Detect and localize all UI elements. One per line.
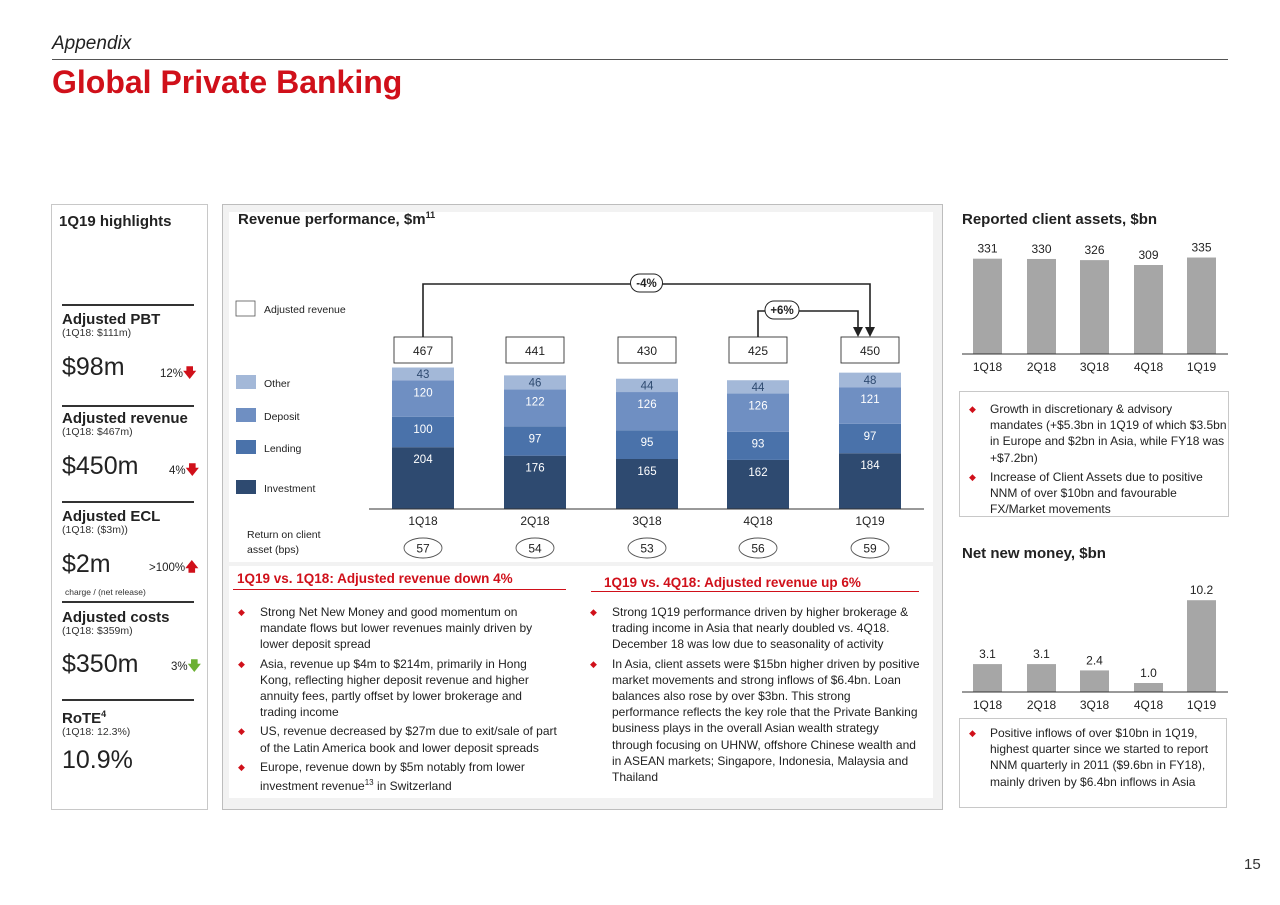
rote-value: 53 <box>640 541 654 556</box>
bar-value-label: 3.1 <box>979 647 996 662</box>
arrow-down-icon: 🡇 <box>187 658 201 673</box>
bar-value-label: 309 <box>1138 248 1159 263</box>
revenue-chart <box>229 212 933 562</box>
bar-value-label: 176 <box>525 462 545 475</box>
bullet-item: ◆ Asia, revenue up $4m to $214m, primarily in Hong Kong, reflecting higher deposit revenue and higher annuity fees, partly offset by lower brokerage and trading income <box>238 656 558 721</box>
x-tick-label: 1Q19 <box>1186 698 1217 712</box>
metric-value-ecl: $2m <box>62 550 111 578</box>
metric-divider <box>62 304 194 306</box>
metric-value-rote: 10.9% <box>62 746 133 774</box>
x-tick-label: 4Q18 <box>1133 360 1164 374</box>
bar-value-label: 126 <box>748 400 768 413</box>
legend-swatch-other <box>236 375 256 389</box>
client-assets-title: Reported client assets, $bn <box>962 211 1158 228</box>
bar-value-label: 46 <box>528 377 542 390</box>
arrow-down-icon: 🡇 <box>185 462 199 477</box>
x-tick-label: 3Q18 <box>632 514 662 528</box>
section-right-underline <box>591 591 919 592</box>
page-number: 15 <box>1244 856 1261 873</box>
metric-label-revenue: Adjusted revenue <box>62 410 188 427</box>
bar-value-label: 97 <box>863 430 877 443</box>
legend-label: Other <box>264 378 291 390</box>
legend-swatch-investment <box>236 480 256 494</box>
x-tick-label: 1Q18 <box>972 360 1003 374</box>
bar-value-label: 204 <box>413 454 433 467</box>
bar-value-label: 44 <box>751 381 765 394</box>
metric-value-costs: $350m <box>62 650 139 678</box>
bullets-right <box>590 604 920 788</box>
bullet-item: ◆ Positive inflows of over $10bn in 1Q19, highest quarter since we started to report NNM quarterly in 2011 ($9.6bn in FY18), mainly driven by $6.4bn inflows in Asia <box>960 725 1226 790</box>
metric-sub-pbt: (1Q18: $111m) <box>62 327 132 339</box>
bar-value-label: 44 <box>640 380 654 393</box>
x-tick-label: 3Q18 <box>1079 360 1110 374</box>
bar-value-label: 2.4 <box>1086 653 1103 668</box>
bar-value-label: 330 <box>1031 241 1052 256</box>
bar <box>1027 664 1056 692</box>
client-assets-commentary <box>959 391 1229 517</box>
legend-label: Adjusted revenue <box>264 304 346 316</box>
bar-value-label: 331 <box>977 241 998 256</box>
bullet-item: ◆ Increase of Client Assets due to positive NNM of over $10bn and favourable FX/Market movements <box>960 469 1228 518</box>
change-badge-label: -4% <box>636 278 657 290</box>
metric-divider <box>62 501 194 503</box>
x-tick-label: 1Q19 <box>1186 360 1217 374</box>
metric-divider <box>62 601 194 603</box>
section-label: Appendix <box>52 33 132 54</box>
bar-value-label: 335 <box>1191 240 1212 255</box>
bullets-left <box>238 604 558 797</box>
bar-value-label: 95 <box>640 437 654 450</box>
x-tick-label: 2Q18 <box>520 514 550 528</box>
legend-label: Investment <box>264 483 316 495</box>
legend-swatch-adjusted-revenue <box>236 301 255 316</box>
bar-value-label: 184 <box>860 460 880 473</box>
nnm-commentary <box>959 718 1227 808</box>
bar-value-label: 165 <box>637 466 657 479</box>
metric-change-ecl: >100%🡅 <box>149 559 199 574</box>
legend-label: Lending <box>264 443 302 455</box>
rote-label: Return on client <box>247 529 321 541</box>
metric-value-pbt: $98m <box>62 353 125 381</box>
bar-value-label: 48 <box>863 374 877 387</box>
metric-label-rote: RoTE$^4$ <box>62 709 107 727</box>
bar <box>1080 260 1109 354</box>
legend-swatch-deposit <box>236 408 256 422</box>
metric-label-ecl: Adjusted ECL <box>62 508 161 525</box>
rote-value: 56 <box>751 541 765 556</box>
rote-label: asset (bps) <box>247 544 299 556</box>
metric-label-pbt: Adjusted PBT <box>62 311 161 328</box>
total-label: 430 <box>636 344 658 358</box>
bar-value-label: 121 <box>860 394 880 407</box>
x-tick-label: 1Q19 <box>855 514 885 528</box>
bar-value-label: 43 <box>416 369 430 382</box>
bullet-item: ◆ Growth in discretionary & advisory mandates (+$5.3bn in 1Q19 of which $3.5bn in Europe and $2bn in Asia, while FY18 was +$7.2bn) <box>960 401 1228 466</box>
client-assets-chart <box>960 232 1230 382</box>
metric-change-costs: 3%🡇 <box>171 658 201 673</box>
bar-deposit <box>727 394 789 432</box>
bar-value-label: 97 <box>528 433 542 446</box>
bar <box>1187 600 1216 692</box>
highlights-title: 1Q19 highlights <box>59 213 172 230</box>
bar <box>973 664 1002 692</box>
metric-divider <box>62 405 194 407</box>
metric-note-ecl: charge / (net release) <box>65 587 146 597</box>
x-tick-label: 4Q18 <box>1133 698 1164 712</box>
x-tick-label: 1Q18 <box>972 698 1003 712</box>
metric-sub-ecl: (1Q18: ($3m)) <box>62 524 128 536</box>
bar-value-label: 326 <box>1084 243 1105 258</box>
total-label: 425 <box>747 344 769 358</box>
bar-value-label: 162 <box>748 466 768 479</box>
bar <box>973 259 1002 354</box>
change-badge-label: +6% <box>770 305 794 317</box>
bullet-item: ◆ US, revenue decreased by $27m due to exit/sale of part of the Latin America book and lower deposit spreads <box>238 723 558 755</box>
bullet-item: ◆ In Asia, client assets were $15bn higher driven by positive market movements and strong inflows of $6.4bn. Loan balances also rose by over $3bn. This strong performance reflects the key role that the Private Banking business plays in the overall Asian wealth strategy through focusing on UHNW, offshore Chinese wealth and in ASEAN markets; Singapore, Indonesia, Malaysia and Thailand <box>590 656 920 786</box>
page-title: Global Private Banking <box>52 64 403 100</box>
metric-sub-costs: (1Q18: $359m) <box>62 625 133 637</box>
total-label: 467 <box>412 344 434 358</box>
bar <box>1134 683 1163 692</box>
metric-sub-revenue: (1Q18: $467m) <box>62 426 133 438</box>
section-left-underline <box>233 589 566 590</box>
x-tick-label: 1Q18 <box>408 514 438 528</box>
nnm-chart <box>960 575 1230 715</box>
bar-deposit <box>616 392 678 430</box>
bar-value-label: 122 <box>525 396 545 409</box>
bullet-item: ◆ Strong 1Q19 performance driven by higher brokerage & trading income in Asia that nearly doubled vs. 4Q18. December 18 was low due to seasonality of activity <box>590 604 920 653</box>
revenue-title: Revenue performance, $\$m^{11}$ <box>238 210 436 228</box>
bar-value-label: 10.2 <box>1189 583 1214 598</box>
arrow-head-icon <box>853 327 863 337</box>
x-tick-label: 4Q18 <box>743 514 773 528</box>
bar-value-label: 1.0 <box>1140 666 1157 680</box>
nnm-title: Net new money, $bn <box>962 545 1106 562</box>
total-label: 450 <box>859 344 881 358</box>
bar <box>1027 259 1056 354</box>
metric-value-revenue: $450m <box>62 452 139 480</box>
arrow-head-icon <box>865 327 875 337</box>
bar-value-label: 93 <box>751 438 765 451</box>
header-divider <box>52 59 1228 60</box>
bar-value-label: 120 <box>413 387 433 400</box>
rote-value: 57 <box>416 541 430 556</box>
bar-value-label: 126 <box>637 399 657 412</box>
metric-change-revenue: 4%🡇 <box>169 462 199 477</box>
rote-value: 59 <box>863 541 877 556</box>
legend-label: Deposit <box>264 411 300 423</box>
bar <box>1080 670 1109 692</box>
metric-label-costs: Adjusted costs <box>62 609 170 626</box>
arrow-down-icon: 🡇 <box>183 365 197 380</box>
x-tick-label: 2Q18 <box>1026 360 1057 374</box>
total-label: 441 <box>524 344 546 358</box>
bar <box>1187 258 1216 354</box>
arrow-up-icon: 🡅 <box>185 559 199 574</box>
bar-value-label: 3.1 <box>1033 647 1050 662</box>
section-left-title: 1Q19 vs. 1Q18: Adjusted revenue down 4% <box>237 571 513 586</box>
bullet-item: ◆ Strong Net New Money and good momentum on mandate flows but lower revenues mainly driven by lower deposit spread <box>238 604 558 653</box>
rote-value: 54 <box>528 541 542 556</box>
legend-swatch-lending <box>236 440 256 454</box>
metric-divider <box>62 699 194 701</box>
metric-change-pbt: 12%🡇 <box>160 365 197 380</box>
bullet-item: ◆ Europe, revenue down by $5m notably from lower investment revenue$^{13}$ in Switzerland <box>238 759 558 794</box>
x-tick-label: 3Q18 <box>1079 698 1110 712</box>
bar <box>1134 265 1163 354</box>
bar-value-label: 100 <box>413 423 433 436</box>
x-tick-label: 2Q18 <box>1026 698 1057 712</box>
section-right-title: 1Q19 vs. 4Q18: Adjusted revenue up 6% <box>604 575 861 590</box>
metric-sub-rote: (1Q18: 12.3%) <box>62 726 131 738</box>
